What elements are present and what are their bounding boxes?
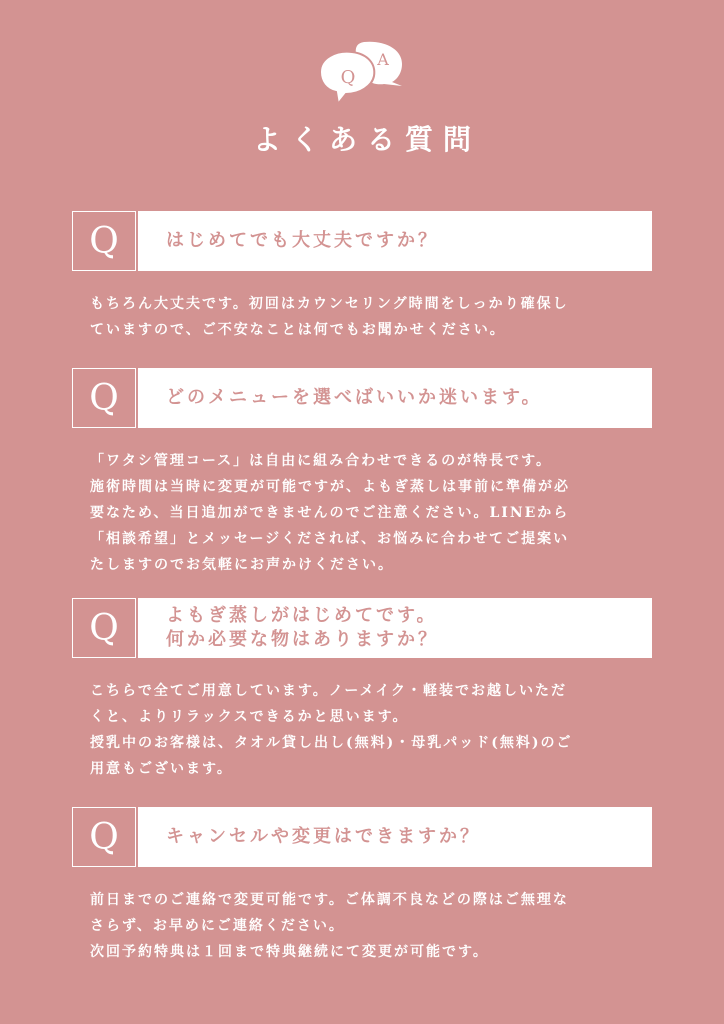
faq-item-1: [72, 211, 652, 343]
question-box: [138, 368, 652, 428]
qa-icon-a-letter: A: [377, 50, 389, 69]
answer-line: 前日までのご連絡で変更可能です。ご体調不良などの際はご無理な: [90, 892, 569, 908]
answer-line: ていますので、ご不安なことは何でもお聞かせください。: [90, 322, 506, 338]
question-line: キャンセルや変更はできますか？: [166, 826, 481, 847]
answer-text: [90, 448, 650, 578]
answer-line: 要なため、当日追加ができませんのでご注意ください。LINEから: [90, 505, 570, 521]
answer-text: [90, 887, 650, 965]
answer-line: 「ワタシ管理コース」は自由に組み合わせできるのが特長です。: [90, 453, 553, 469]
answer-line: 施術時間は当時に変更が可能ですが、よもぎ蒸しは事前に準備が必: [90, 479, 570, 495]
answer-line: さらず、お早めにご連絡ください。: [90, 918, 345, 934]
question-line: どのメニューを選べばいいか迷います。: [166, 387, 543, 408]
qa-icon-q-letter: Q: [340, 67, 356, 88]
answer-line: もちろん大丈夫です。初回はカウンセリング時間をしっかり確保し: [90, 296, 569, 312]
q-mark: Q: [72, 807, 136, 867]
answer-line: 授乳中のお客様は、タオル貸し出し(無料)・母乳パッド(無料)のご: [90, 735, 573, 751]
question-bar: [72, 368, 652, 430]
faq-item-4: [72, 807, 652, 965]
question-bar: [72, 211, 652, 273]
question-bar: [72, 598, 652, 660]
q-mark: Q: [72, 368, 136, 428]
answer-text: [90, 678, 650, 782]
question-text: [166, 604, 439, 652]
question-line: 何か必要な物はありますか？: [166, 629, 439, 650]
question-text: [166, 229, 439, 253]
faq-item-2: [72, 368, 652, 578]
question-line: はじめてでも大丈夫ですか？: [166, 230, 439, 251]
answer-line: 「相談希望」とメッセージくだされば、お悩みに合わせてご提案い: [90, 531, 570, 547]
answer-text: [90, 291, 650, 343]
question-text: [166, 825, 481, 849]
question-text: [166, 386, 543, 410]
answer-line: 次回予約特典は１回まで特典継続にて変更が可能です。: [90, 944, 489, 960]
answer-line: こちらで全てご用意しています。ノーメイク・軽装でお越しいただ: [90, 683, 568, 699]
answer-line: たしますのでお気軽にお声かけください。: [90, 557, 394, 573]
answer-line: 用意もございます。: [90, 761, 233, 777]
q-mark: Q: [72, 211, 136, 271]
question-box: [138, 211, 652, 271]
question-line: よもぎ蒸しがはじめてです。: [166, 605, 438, 626]
q-mark: Q: [72, 598, 136, 658]
question-box: [138, 598, 652, 658]
page-header: [0, 36, 724, 158]
faq-item-3: [72, 598, 652, 782]
question-box: [138, 807, 652, 867]
qa-speech-bubbles-icon: [312, 36, 412, 108]
page-title: よくある質問: [252, 123, 481, 156]
question-bar: [72, 807, 652, 869]
answer-line: くと、よりリラックスできるかと思います。: [90, 709, 409, 725]
